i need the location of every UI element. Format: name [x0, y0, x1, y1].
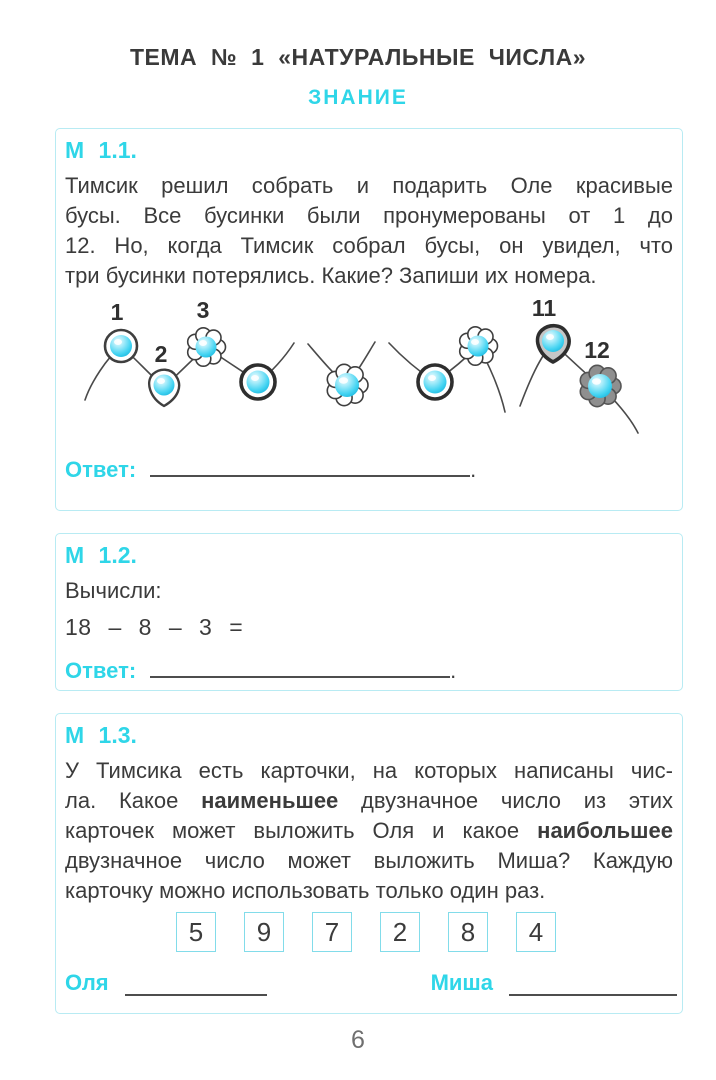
task-1-text-line: три бусинки потерялись. Какие? Запиши их номера. [65, 263, 597, 288]
task-3-text-line: карточку можно использовать только один раз. [65, 878, 546, 903]
bead-triangle-2 [149, 370, 179, 406]
page-number: 6 [351, 1026, 365, 1054]
task-2-prompt: Вычисли: [65, 578, 162, 603]
task-1-text-line: бусы. Все бусинки были пронумерованы от 1 до [65, 203, 673, 228]
task-3-text-line: двузначное число может выложить Миша? Каждую [65, 848, 673, 873]
bold-word-largest: наибольшее [537, 818, 673, 843]
bead-circle-1 [105, 330, 137, 362]
answers-names-row [65, 970, 673, 996]
bead-flower-12 [580, 365, 621, 406]
knowledge-section-heading: ЗНАНИЕ [308, 86, 408, 109]
task-1-text [65, 171, 673, 291]
task-3-text-line [65, 816, 673, 846]
number-card: 8 [448, 912, 488, 952]
task-2-expression: 18 – 8 – 3 = [65, 614, 244, 640]
answer-line-period: . [450, 658, 457, 683]
task-3-box [55, 713, 683, 1014]
answer-blank-line[interactable] [150, 660, 450, 678]
task-1-answer-row [65, 457, 673, 483]
bead-ring-6 [418, 365, 452, 399]
answer-label: Ответ: [65, 457, 137, 482]
bead-ring-4 [241, 365, 275, 399]
olya-blank-line[interactable] [125, 980, 267, 996]
misha-label: Миша [430, 970, 493, 995]
task-3-label: М 1.3. [65, 722, 137, 748]
task-3-text-line [65, 786, 673, 816]
bead-flower-5 [327, 364, 368, 405]
task-1-text-line: Тимсик решил собрать и подарить Оле красивые [65, 173, 673, 198]
number-card: 7 [312, 912, 352, 952]
text-fragment: двузначное число из этих [338, 788, 673, 813]
task-3-text-line: У Тимсика есть карточки, на которых написаны чис- [65, 758, 673, 783]
bead-flower-3 [188, 328, 226, 366]
beads-illustration [77, 296, 673, 441]
task-3-text [65, 756, 673, 906]
task-1-label: М 1.1. [65, 137, 137, 163]
task-1-text-line: 12. Но, когда Тимсик собрал бусы, он увидел, что [65, 233, 673, 258]
bead-number-1: 1 [110, 299, 124, 325]
answer-label: Ответ: [65, 658, 137, 683]
text-fragment: ла. Какое [65, 788, 202, 813]
bold-word-smallest: наименьшее [201, 788, 339, 813]
task-2-label: М 1.2. [65, 542, 137, 568]
answer-blank-line[interactable] [150, 459, 470, 477]
number-card: 4 [516, 912, 556, 952]
olya-label: Оля [65, 970, 109, 995]
bead-number-12: 12 [584, 337, 610, 363]
bead-flower-7 [460, 327, 498, 365]
misha-blank-line[interactable] [509, 980, 677, 996]
task-2-answer-row [65, 658, 673, 684]
answer-line-period: . [470, 457, 477, 482]
task-1-box [55, 128, 683, 511]
misha-answer-group [431, 970, 673, 996]
number-cards-row [176, 912, 673, 952]
beads-garland-drawing [77, 296, 647, 436]
task-2-box [55, 533, 683, 691]
text-fragment: карточек может выложить Оля и какое [65, 818, 538, 843]
bead-number-2: 2 [154, 341, 168, 367]
number-card: 5 [176, 912, 216, 952]
number-card: 2 [380, 912, 420, 952]
olya-answer-group [65, 970, 267, 996]
page-title: ТЕМА № 1 «НАТУРАЛЬНЫЕ ЧИСЛА» [130, 44, 586, 70]
bead-number-11: 11 [531, 296, 557, 321]
number-card: 9 [244, 912, 284, 952]
bead-number-3: 3 [196, 297, 210, 323]
